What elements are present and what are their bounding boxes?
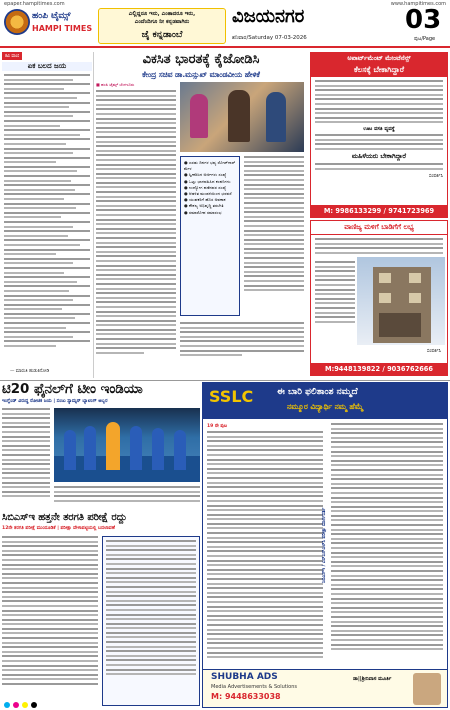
header-rule <box>0 46 450 48</box>
key-point: ● ಸ್ವೀಕರಿಸಿದ ಅರ್ಜಿಗಳು ಸಂಖ್ಯೆ <box>184 172 227 178</box>
sslc-page-tag: 19 ನೇ ಪುಟ <box>207 424 227 429</box>
masthead-logo <box>4 9 93 37</box>
poem-tag: ಕವಿ ವಾಣಿ <box>2 52 22 60</box>
shubha-ads-phone[interactable]: M: 9448633038 <box>211 692 281 701</box>
main-headline: ವಿಕಸಿತ ಭಾರತಕ್ಕೆ ಕೈಜೋಡಿಸಿ <box>142 52 260 67</box>
poet-signoff: — ಮಾರುತಿ ಹುಡುಕಿನೋಡಿ <box>10 369 50 374</box>
cricket-story <box>2 382 200 510</box>
sslc-logo: SSLC <box>209 387 254 406</box>
cbse-subhead: 12ನೇ ತರಗತಿ ಪರೀಕ್ಷೆ ಮುಂದೂಡಿಕೆ | ಪರೀಕ್ಷಾ ವೇಳಾಪಟ್ಟಿಯಲ್ಲಿ ಬದಲಾವಣೆ <box>2 526 115 531</box>
shop-rent-ad <box>310 220 448 376</box>
apartment-ad-highlight: ಮಹಿಳೆಯರು ಬೇಕಾಗಿದ್ದಾರೆ <box>351 152 407 161</box>
logo-english: HAMPI TIMES <box>32 24 93 33</box>
sslc-ad <box>202 382 448 708</box>
logo-emblem-icon <box>4 9 30 35</box>
shubha-ads-name: SHUBHA ADS <box>211 672 278 682</box>
sslc-vertical-note: ಸಿಬಿಎಸ್ಇ / ಎಸ್ಎಸ್ಎಲ್‌ಸಿ ಪರೀಕ್ಷಾ ಮಾರ್ಗದರ್ಶಿ <box>322 507 327 583</box>
key-point: ● ಒಟ್ಟು ಭಾಗವಹಿಸಿದ ಕಂಪನಿಗಳು <box>184 178 231 184</box>
tagline-line-1: ಎಲ್ಲಿದ್ದರೂ ಇರು, ಎಂತಾದರೂ ಇರು, <box>128 11 196 17</box>
shubha-ads-footer <box>203 669 447 707</box>
main-story-photo <box>180 82 304 152</box>
cbse-headline: ಸಿಬಿಎಸ್‌ಇ ಹತ್ತನೇ ತರಗತಿ ಪರೀಕ್ಷೆ ರದ್ದು <box>2 512 127 523</box>
shop-rent-ad-title: ವಾಣಿಜ್ಯ ಮಳಿಗೆ ಬಾಡಿಗೆಗೆ ಲಭ್ಯ <box>311 221 447 235</box>
page-number: 03 <box>405 5 442 35</box>
apartment-ad-title-2: ಕೆಲಸಕ್ಕೆ ಬೇಕಾಗಿದ್ದಾರೆ <box>311 64 447 77</box>
logo-kannada: ಹಂಪಿ ಟೈಮ್ಸ್ <box>32 11 71 21</box>
building-photo <box>357 257 445 345</box>
apartment-ad <box>310 52 448 218</box>
left-poem-column <box>2 52 92 380</box>
sslc-title-1: ಈ ಬಾರಿ ಫಲಿತಾಂಶ ನಮ್ಮದೆ <box>277 387 358 397</box>
shubha-ads-contact: ಡಾ||ಶ್ರೀನಿವಾಸ ಮೂರ್ತಿ <box>353 676 392 682</box>
key-points-box <box>180 156 240 316</box>
poem-title: ಏಕ ಬಲದ ಜಯ <box>2 62 92 71</box>
section-rule <box>0 380 450 381</box>
page-label: ಪುಟ/Page <box>414 36 436 42</box>
color-registration-strip <box>4 702 204 709</box>
contact-photo <box>413 673 441 705</box>
cbse-story <box>2 512 200 708</box>
edition-name: ವಿಜಯನಗರ <box>232 6 305 27</box>
key-point: ● ಯುವಕರಿಗೆ ಹೊಸ ಅವಕಾಶ <box>184 197 226 203</box>
epaper-url[interactable]: epaper.hampitimes.com <box>4 1 65 7</box>
tagline-line-3: ಜೈ ಕನ್ನಡಾಂಬೆ <box>141 30 183 40</box>
apartment-ad-contact-label: ಸಂಪರ್ಕಿಸಿ <box>428 173 443 179</box>
key-point: ● ಸಮಾರೋಪ ಸಮಾರಂಭ <box>184 209 222 215</box>
issue-date: ಶನಿವಾರ/Saturday 07-03-2026 <box>232 35 307 41</box>
cbse-datebox <box>102 536 200 706</box>
shop-rent-contact-label: ಸಂಪರ್ಕಿಸಿ <box>426 349 441 354</box>
main-subhead: ಕೇಂದ್ರ ಸಚಿವ ಡಾ.ಮನ್ಸುಖ್ ಮಾಂಡವೀಯ ಹೇಳಿಕೆ <box>142 70 260 79</box>
apartment-ad-phone[interactable]: M: 9986133299 / 9741723969 <box>311 205 447 217</box>
header <box>0 0 450 50</box>
key-point: ● ಕೌಶಲ್ಯ ಅಭಿವೃದ್ಧಿ ತರಬೇತಿ <box>184 203 224 209</box>
tagline-line-2: ಎಂದೆಂದಿಗೂ ನೀ ಕನ್ನಡವಾಗಿರು <box>134 19 190 25</box>
cricket-subhead: ಇಂಗ್ಲೆಂಡ್ ವಿರುದ್ಧ ರೋಚಕ ಜಯ | ಸಂಜು ಸ್ಯಾಮ್ಸನ್ ಬ್ಯಾಟಿಂಗ್ ಅಬ್ಬರ <box>2 399 108 404</box>
main-story <box>96 52 306 380</box>
website-url[interactable]: www.hampitimes.com <box>390 1 446 7</box>
cricket-photo <box>54 408 200 482</box>
shubha-ads-desc: Media Advertisements & Solutions <box>211 684 297 690</box>
key-point: ● ಉದ್ಯೋಗ ಪಡೆದವರ ಸಂಖ್ಯೆ <box>184 184 227 190</box>
column-divider <box>93 52 94 378</box>
sslc-title-2: ನಮ್ಮೂರ ವಿದ್ಯಾರ್ಥಿ ನಮ್ಮ ಹೆಮ್ಮೆ <box>287 402 364 411</box>
apartment-ad-title-1: ಅಪಾರ್ಟ್‌ಮೆಂಟ್ ಮೇಂಟೆನೆನ್ಸ್ <box>311 53 447 64</box>
key-point: ● ಎರಡು ದಿನಗಳ ಭವ್ಯ ರೋಜ್‌ಗಾರ್ ಮೇಳ <box>184 160 236 172</box>
main-byline: ■ ಹಂಪಿ ಟೈಮ್ಸ್ ಬೆಂಗಳೂರು <box>96 82 135 87</box>
cricket-headline: ಟಿ20 ಫೈನಲ್‌ಗೆ ಟೀಂ ಇಂಡಿಯಾ <box>2 382 143 397</box>
sslc-banner <box>203 383 447 419</box>
tagline-box <box>98 8 226 44</box>
apartment-ad-note: ಊಟ ವಸತಿ ವ್ಯವಸ್ಥೆ <box>363 125 395 132</box>
key-point: ● ಆಡಳಿತ ಮಂಡಳಿಯಿಂದ ಭರವಸೆ <box>184 191 232 197</box>
shop-rent-ad-phone[interactable]: M:9448139822 / 9036762666 <box>311 363 447 375</box>
